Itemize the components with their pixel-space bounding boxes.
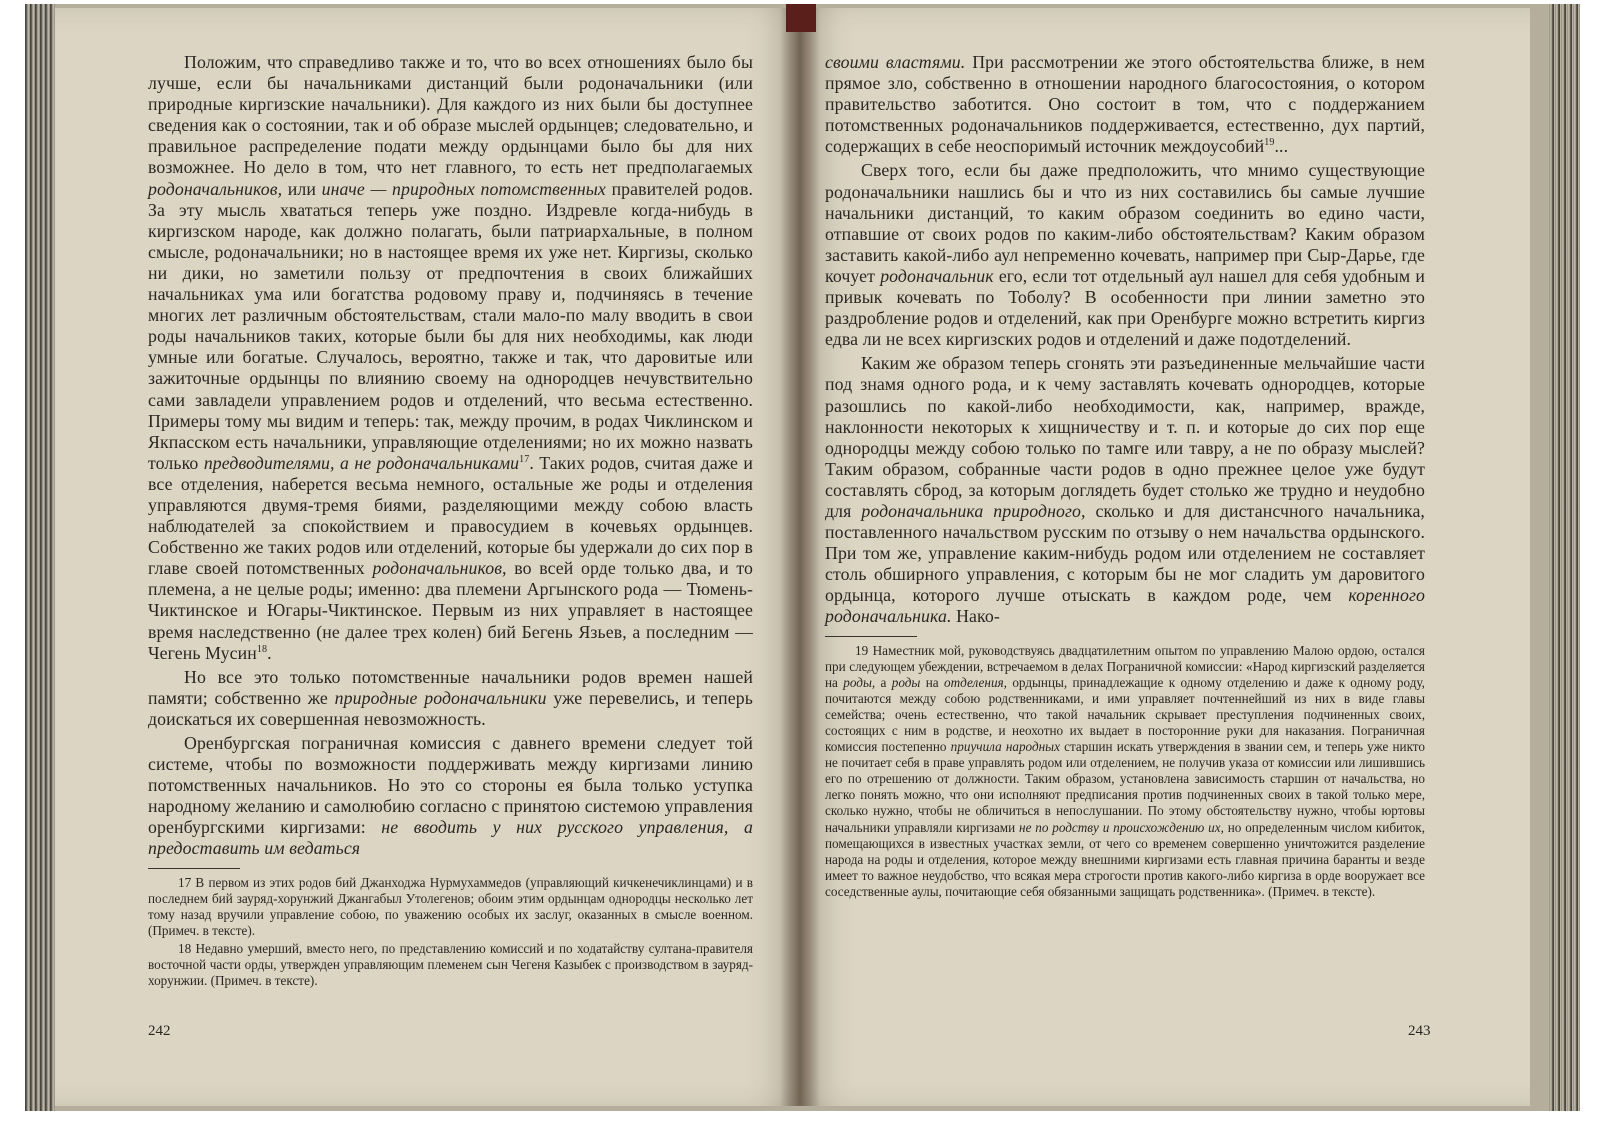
page-number: 243 — [1408, 1023, 1431, 1039]
italic-text: родоначальник — [880, 265, 994, 286]
text-run: старшин искать утверждения в звании сем, и теперь уже никто не почитает себя в праве управлять родом или отделением, не получив указа от комиссии или лишившись его по отрешению от должности. Таким образом, установлена зависимость старшин от начальства, но легко понять можно, что они исполняют предписания против подчиненных своих в такой только мере, сколько нужно, чтобы не обличиться в непослушании. По этому обстоятельству нужно, чтобы юртовы начальники управляли киргизами — [825, 739, 1425, 835]
text-run: сколько и для дистансчного начальника, поставленного начальством русским по отзыву о нем начальства ордынского. При том же, управление каким-нибудь родом или отделением не составляет столь обширного управления, с которым бы не мог сладить ум даровитого ордынца, которого лучше отыскать в каждом роде, чем — [825, 500, 1425, 606]
footnote-ref: 17 — [519, 453, 530, 465]
text-run: Сверх того, если бы даже предположить, что мнимо существующие родоначальники нашлись бы и что из них составились бы самые лучшие начальники дистанций, то каким образом соединить во едино части, отпавшие от своих родов по каким-либо обстоятельствам? Каким образом заставить какой-либо аул непременно кочевать, например при Сыр-Дарье, где кочует — [825, 160, 1425, 286]
italic-text: роды — [891, 674, 921, 690]
right-page — [800, 8, 1530, 1106]
right-page-column — [825, 52, 1425, 900]
text-run: ... — [1274, 136, 1289, 157]
italic-text: предводителями, а не родоначальниками — [203, 452, 520, 473]
page-edges-left — [25, 4, 55, 1111]
italic-text: не по родству и происхождению их, — [1019, 819, 1224, 835]
italic-text: роды, — [843, 674, 876, 690]
text-run: а — [875, 674, 892, 690]
paragraph — [825, 353, 1425, 627]
left-page — [55, 8, 800, 1106]
text-run: Положим, что справедливо также и то, что во всех отношениях было бы лучше, если бы начальниками дистанций были родоначальники (или природные киргизские начальники). Для каждого из них были бы доступнее сведения как о состоянии, так и об образе мыслей ордынцев; следовательно, и правильное распределение подати между ордынцами было бы для них возможнее. Но дело в том, что нет главного, то есть нет предполагаемых — [148, 52, 753, 178]
text-run: его, если тот отдельный аул нашел для себя удобным и привык кочевать по Тоболу? В особенности при линии заметно это раздробление родов и отделений, как при Оренбурге можно встретить киргиз едва ли не всех киргизских родов и отделений и даже подотделений. — [825, 265, 1425, 350]
footnote-ref: 19 — [1264, 137, 1275, 149]
text-run: или — [282, 178, 322, 199]
page-edges-right — [1548, 4, 1580, 1111]
text-run: но определенным числом кибиток, помещающихся в известных участках земли, от чего со временем совершенно уничтожится разделение народа на роды и отделения, которое между внешними киргизами есть главная причина баранты и везде имеет то важное неудобство, что всякая мера строгости против какого-либо киргиза в орде вооружает все соседственные аулы, почитающие себя обязанными защищать родственника». (Примеч. в тексте). — [825, 819, 1425, 899]
text-run: . Таких родов, считая даже и все отделения, наберется весьма немного, остальные же роды и отделения управляются двумя-тремя биями, разделяющими между собою власть наблюдателей за спокойствием и правосудием в кочевьях ордынцев. Собственно же таких родов или отделений, которые бы удержали до сих пор в главе своей потомственных — [148, 452, 753, 579]
paragraph — [148, 52, 753, 664]
text-run: Оренбургская пограничная комиссия с давнего времени следует той системе, чтобы по возможности поддерживать между киргизами линию потомственных начальников. Но это со стороны ея была только уступка народному желанию и самолюбию согласно с принятою системою управления оренбургскими киргизами: — [148, 733, 753, 838]
text-run: Но все это только потомственные начальники родов времен нашей памяти; собственно же — [148, 666, 753, 708]
page-number: 242 — [148, 1023, 171, 1039]
text-run: 18 Недавно умерший, вместо него, по представлению комиссий и по ходатайству султана-правителя восточной части орды, утвержден управляющим племенем сын Чегеня Казыбек с производством в зауряд-хорунжии. (Примеч. в тексте). — [148, 940, 753, 989]
italic-text: иначе — природных потомственных — [321, 178, 606, 199]
text-run: 17 В первом из этих родов бий Джанходжа Нурмухаммедов (управляющий кичкенечиклинцами) и в последнем бий зауряд-хорунжий Джангабыл Утолегенов; обоим этим ордынцам однородцы несколько лет тому назад вручили управление собою, по уважению особых их заслуг, оказанных в смысле военном. (Примеч. в тексте). — [148, 874, 753, 938]
paragraph — [148, 667, 753, 730]
italic-text: природные родоначальники — [334, 687, 547, 708]
binding-top — [786, 4, 816, 32]
footnote-ref: 18 — [256, 643, 268, 655]
italic-text: родоначальника природного, — [861, 500, 1086, 521]
text-run: Каким же образом теперь сгонять эти разъединенные мельчайшие части под знамя одного рода, и к чему заставлять кочевать однородцев, которые разошлись по какой-либо необходимости, как, например, вражде, наклонности некоторых к хищничеству и т. п. и которые до сих пор еще однородцы между собою только по тамге или тавру, а не по образу мыслей? Таким образом, собранные части родов в одно прежнее целое уже будут составлять сброд, за которым доглядеть будет столько же трудно и неудобно для — [825, 353, 1425, 521]
italic-text: родоначальников, — [372, 558, 507, 579]
italic-text: своими властями. — [825, 52, 966, 72]
footnote — [825, 643, 1425, 901]
footnote — [148, 941, 753, 989]
italic-text: родоначальников, — [148, 178, 283, 199]
italic-text: не вводить у них русского управления, а предоставить им ведаться — [148, 817, 753, 859]
text-run: правителей родов. За эту мысль хвататься теперь уже поздно. Издревле когда-нибудь в киргизском народе, как должно полагать, были патриархальные, в полном смысле, родоначальники; но в настоящее время их уже нет. Киргизы, сколько ни дики, но заметили пользу от предпочтения в своих ближайших начальниках ума или богатства родовому праву и, подчиняясь в течение многих лет различным обстоятельствам, стали мало-по малу вводить в свои роды начальников таких, которые были бы для них необходимы, как люди умные или богатые. Случалось, вероятно, также и так, что даровитые или зажиточные ордынцы по влиянию своему на однородцев нечувствительно сами завладели управлением родов и отделений, что весьма естественно. Примеры тому мы видим и теперь: так, между прочим, в родах Чиклинском и Якпасском есть начальники, управляющие отделениями; но их можно назвать только — [148, 178, 753, 473]
text-run: во всей орде только два, и то племена, а не целые роды; именно: два племени Аргынского рода — Тюмень-Чиктинское и Югары-Чиктинское. Первым из них управляет в настоящее время наследственно (не далее трех колен) бий Бегень Язьев, а последним — Чегень Мусин — [148, 558, 754, 663]
left-page-column — [148, 52, 753, 989]
footnote-rule — [148, 868, 240, 869]
text-run: . — [267, 642, 272, 663]
text-run: ордынцы, принадлежащие к одному отделению и даже к одному роду, почитаются между собою родственниками, и ими управляет почтеннейший из них в виде главы семейства; очень естественно, что такой начальник скрывает преступления подчиненных своих, состоящих с ним в родстве, и неохотно их выдает в посторонние руки для наказания. Пограничная комиссия постепенно — [825, 674, 1425, 755]
footnote — [148, 875, 753, 939]
italic-text: приучила народных — [950, 739, 1060, 755]
book-gutter — [780, 8, 820, 1106]
right-page-footnotes — [825, 643, 1425, 901]
left-page-footnotes — [148, 875, 753, 990]
italic-text: отделения, — [944, 674, 1007, 690]
text-run: 19 Наместник мой, руководствуясь двадцатилетним опытом по управлению Малою ордою, остался при следующем убеждении, встречаемом в делах Пограничной комиссии: «Народ киргизский разделяется на — [825, 642, 1425, 690]
text-run: При рассмотрении же этого обстоятельства ближе, в нем прямое зло, собственно в отношении народного благосостояния, о котором правительство заботится. Оно состоит в том, что с поддержанием потомственных родоначальников поддерживается, естественно, дух партий, содержащих в себе неоспоримый источник междоусобий — [825, 52, 1426, 157]
text-run: на — [920, 674, 944, 690]
text-run: Нако- — [951, 606, 1000, 627]
left-page-body — [148, 52, 753, 860]
paragraph — [148, 733, 753, 860]
paragraph — [825, 160, 1425, 350]
footnote-rule — [825, 636, 917, 637]
text-run: уже перевелись, и теперь доискаться их совершенная невозможность. — [148, 687, 753, 729]
italic-text: коренного родоначальника. — [825, 585, 1425, 627]
right-page-body — [825, 52, 1425, 628]
paragraph — [825, 52, 1425, 157]
